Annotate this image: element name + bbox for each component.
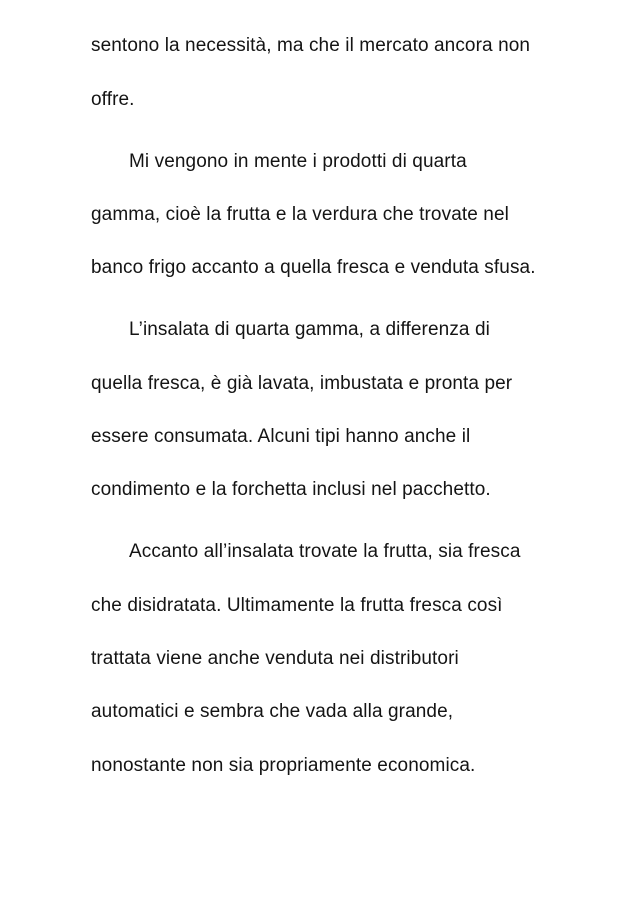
paragraph-2-line-3: banco frigo accanto a quella fresca e venduta sfusa. [91,257,536,278]
paragraph-1-line-1: sentono la necessità, ma che il mercato ancora non [91,35,531,56]
paragraph-3-line-1: L’insalata di quarta gamma, a differenza di [129,319,490,340]
paragraph-3-line-4: condimento e la forchetta inclusi nel pacchetto. [91,479,491,500]
paragraph-1-line-2: offre. [91,89,135,110]
paragraph-4-line-4: automatici e sembra che vada alla grande, [91,701,454,722]
paragraph-4-line-3: trattata viene anche venduta nei distributori [91,648,459,669]
paragraph-2-line-2: gamma, cioè la frutta e la verdura che trovate nel [91,204,509,225]
paragraph-3-line-2: quella fresca, è già lavata, imbustata e pronta per [91,373,513,394]
paragraph-2-line-1: Mi vengono in mente i prodotti di quarta [129,151,467,172]
paragraph-4-line-1: Accanto all’insalata trovate la frutta, sia fresca [129,541,521,562]
paragraph-3-line-3: essere consumata. Alcuni tipi hanno anche il [91,426,471,447]
paragraph-4-line-2: che disidratata. Ultimamente la frutta fresca così [91,595,503,616]
paragraph-4-line-5: nonostante non sia propriamente economica. [91,755,476,776]
